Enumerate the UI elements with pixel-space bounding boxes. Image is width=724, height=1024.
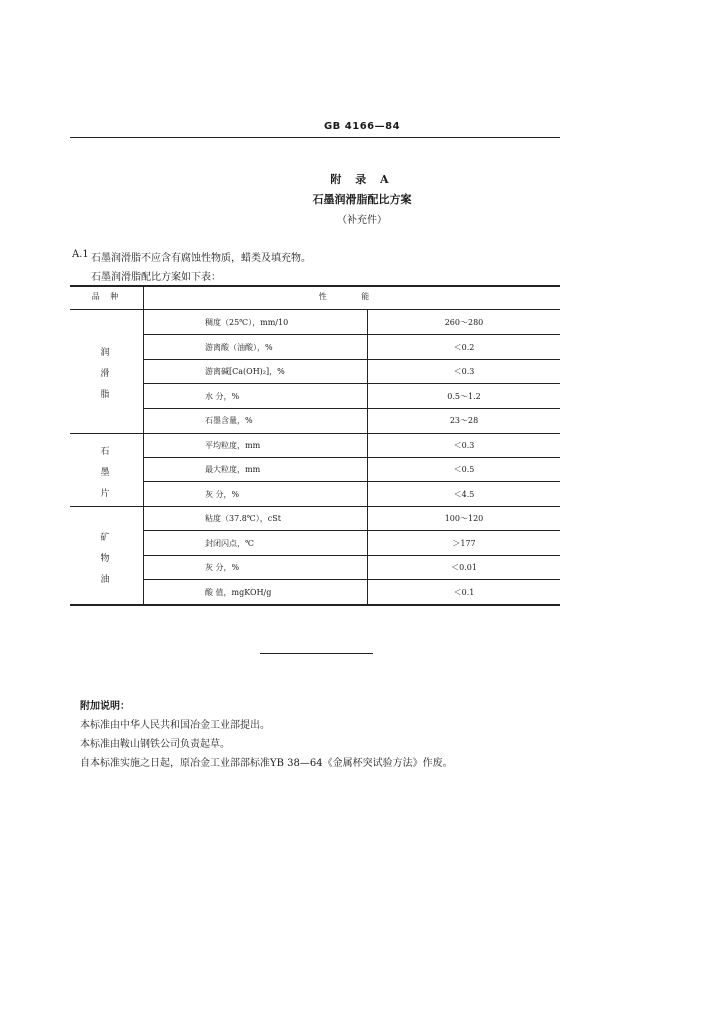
row-rule bbox=[143, 334, 560, 335]
column-rule bbox=[367, 309, 368, 605]
row-rule bbox=[143, 408, 560, 409]
property-value: 23～28 bbox=[449, 416, 479, 425]
group-name-char: 油 bbox=[100, 575, 110, 585]
property-value: 100～120 bbox=[444, 514, 484, 523]
property-label: 灰 分，% bbox=[205, 490, 240, 499]
property-value: ＜0.3 bbox=[453, 367, 475, 376]
row-rule bbox=[143, 555, 560, 556]
header-rule bbox=[70, 137, 560, 138]
appendix-title: 附 录 A bbox=[330, 173, 394, 186]
row-rule bbox=[143, 383, 560, 384]
property-value: ＜0.1 bbox=[453, 588, 475, 597]
group-name-char: 滑 bbox=[100, 369, 110, 379]
group-name-char: 墨 bbox=[100, 468, 110, 478]
property-label: 粘度（37.8℃），cSt bbox=[205, 514, 281, 523]
group-name-char: 矿 bbox=[100, 533, 110, 543]
appendix-subtitle: 石墨润滑脂配比方案 bbox=[312, 193, 412, 206]
header-product: 品 种 bbox=[91, 292, 123, 301]
property-value: ＜0.01 bbox=[451, 563, 477, 572]
group-name-char: 片 bbox=[100, 489, 110, 499]
section-number: A.1 bbox=[72, 249, 89, 260]
property-label: 最大粒度，mm bbox=[205, 465, 261, 474]
property-label: 酸 值，mgKOH/g bbox=[205, 588, 272, 597]
header-property: 性 能 bbox=[318, 292, 386, 301]
standard-code: GB 4166—84 bbox=[323, 121, 401, 132]
property-label: 石墨含量，% bbox=[205, 416, 253, 425]
row-rule bbox=[143, 481, 560, 482]
group-name-char: 石 bbox=[100, 447, 110, 457]
property-value: ＜0.5 bbox=[453, 465, 475, 474]
property-label: 灰 分，% bbox=[205, 563, 240, 572]
property-label: 游离碱[Ca(OH)₂]，% bbox=[205, 367, 285, 376]
property-label: 平均粒度，mm bbox=[205, 441, 261, 450]
row-rule bbox=[143, 530, 560, 531]
property-value: ＜0.3 bbox=[453, 441, 475, 450]
notes-heading: 附加说明： bbox=[80, 701, 130, 712]
notes-line: 本标准由中华人民共和国冶金工业部提出。 bbox=[80, 720, 270, 731]
property-value: ＞177 bbox=[452, 539, 476, 548]
property-value: 0.5～1.2 bbox=[447, 392, 481, 401]
property-label: 稠度（25℃），mm/10 bbox=[205, 318, 289, 327]
property-label: 游离酸（油酸），% bbox=[205, 343, 273, 352]
notes-line: 自本标准实施之日起，原冶金工业部部标准YB 38—64《金属杯突试验方法》作废。 bbox=[80, 758, 453, 769]
row-rule bbox=[143, 579, 560, 580]
property-label: 水 分，% bbox=[205, 392, 240, 401]
property-value: 260～280 bbox=[444, 318, 484, 327]
section-intro: 石墨润滑脂配比方案如下表： bbox=[91, 272, 221, 283]
property-value: ＜0.2 bbox=[453, 343, 475, 352]
section-text: 石墨润滑脂不应含有腐蚀性物质，蜡类及填充物。 bbox=[91, 253, 311, 264]
group-name-char: 润 bbox=[100, 348, 110, 358]
column-rule bbox=[143, 286, 144, 605]
end-rule bbox=[260, 653, 373, 654]
row-rule bbox=[143, 457, 560, 458]
notes-line: 本标准由鞍山钢铁公司负责起草。 bbox=[80, 739, 230, 750]
group-name-char: 物 bbox=[100, 554, 110, 564]
property-label: 封闭闪点，℃ bbox=[205, 539, 254, 548]
property-value: ＜4.5 bbox=[453, 490, 475, 499]
appendix-note: （补充件） bbox=[337, 215, 387, 226]
group-name-char: 脂 bbox=[100, 390, 110, 400]
row-rule bbox=[143, 359, 560, 360]
